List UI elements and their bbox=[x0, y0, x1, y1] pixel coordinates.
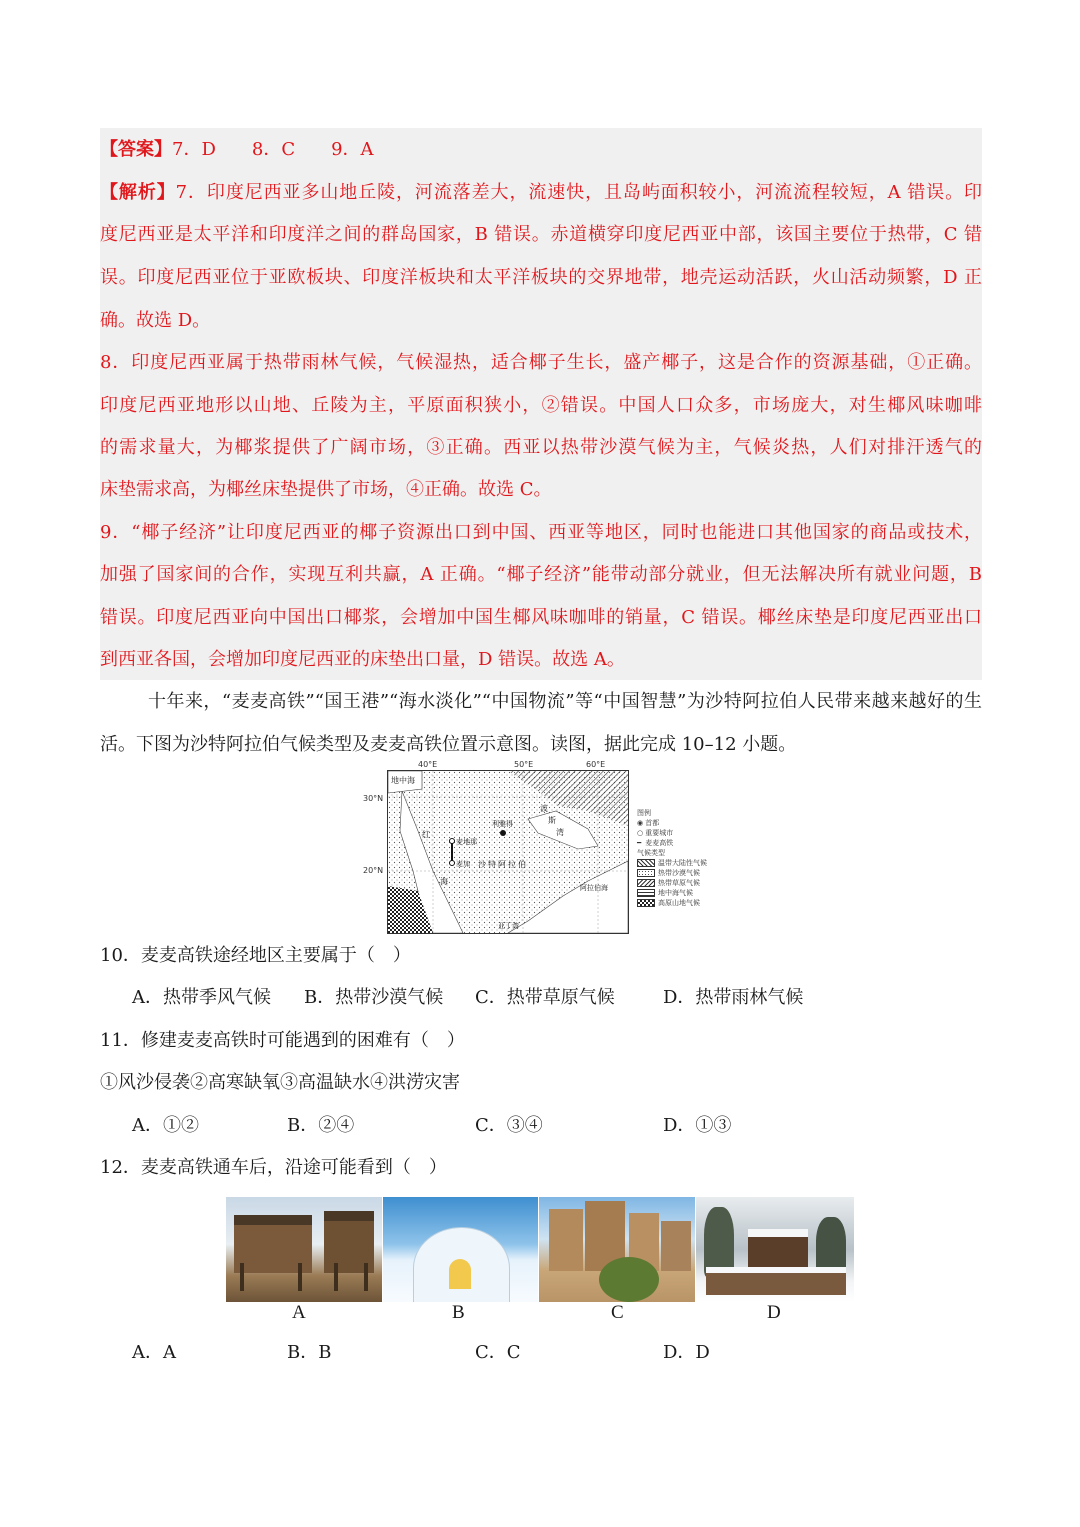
analysis-line: 9．“椰子经济”让印度尼西亚的椰子资源出口到中国、西亚等地区，同时也能进口其他国家的商品或技术， bbox=[100, 522, 982, 543]
analysis-line: 到西亚各国，会增加印度尼西亚的床垫出口量，D 错误。故选 A。 bbox=[100, 649, 625, 670]
photo-label-a: A bbox=[292, 1302, 306, 1323]
q12-option-d[interactable]: D．D bbox=[663, 1342, 710, 1363]
analysis-line: 度尼西亚是太平洋和印度洋之间的群岛国家，B 错误。赤道横穿印度尼西亚中部，该国主要位于热带，C 错 bbox=[100, 224, 982, 245]
legend-climate-item: 热带草原气候 bbox=[637, 878, 707, 888]
analysis-line: 加强了国家间的合作，实现互利共赢，A 正确。“椰子经济”能带动部分就业，但无法解决所有就业问题，B bbox=[100, 564, 982, 585]
legend-item-railway: ━ 麦麦高铁 bbox=[637, 839, 674, 847]
label-saudi-arabia: 沙特阿拉伯 bbox=[478, 860, 528, 869]
photo-a-stilt-house bbox=[226, 1197, 382, 1302]
map-lat-tick: 20°N bbox=[363, 866, 384, 875]
label-persian-3: 湾 bbox=[556, 828, 564, 837]
medina-marker bbox=[450, 839, 455, 844]
map-lon-tick: 40°E bbox=[418, 760, 438, 769]
q11-option-c[interactable]: C．③④ bbox=[475, 1115, 543, 1136]
label-persian-1: 波 bbox=[540, 804, 548, 813]
analysis-label: 【解析】 bbox=[100, 182, 176, 203]
analysis-line: 的需求量大，为椰浆提供了广阔市场，③正确。西亚以热带沙漠气候为主，气候炎热，人们对排汗透气的 bbox=[100, 437, 982, 458]
label-gulf-of-aden: 亚丁湾 bbox=[498, 922, 519, 930]
analysis-line: 床垫需求高，为椰丝床垫提供了市场，④正确。故选 C。 bbox=[100, 479, 552, 500]
q12-option-b[interactable]: B．B bbox=[287, 1342, 332, 1363]
saudi-climate-map bbox=[387, 770, 629, 934]
label-riyadh: 利雅得 bbox=[492, 820, 513, 828]
question-11-stem: 11．修建麦麦高铁时可能遇到的困难有（ ） bbox=[100, 1030, 465, 1051]
mecca-marker bbox=[450, 861, 455, 866]
q12-option-c[interactable]: C．C bbox=[475, 1342, 521, 1363]
analysis-line: 印度尼西亚地形以山地、丘陵为主，平原面积狭小，②错误。中国人口众多，市场庞大，对生椰风味咖啡 bbox=[100, 395, 982, 416]
label-red-sea-2: 海 bbox=[440, 877, 448, 886]
question-12-stem: 12．麦麦高铁通车后，沿途可能看到（ ） bbox=[100, 1157, 447, 1178]
q11-option-a[interactable]: A．①② bbox=[132, 1115, 199, 1136]
label-mediterranean: 地中海 bbox=[391, 776, 415, 785]
map-graphic bbox=[388, 771, 628, 933]
q10-option-b[interactable]: B．热带沙漠气候 bbox=[304, 987, 444, 1008]
riyadh-marker bbox=[500, 830, 506, 836]
map-lon-tick: 60°E bbox=[586, 760, 606, 769]
legend-climate-item: 温带大陆性气候 bbox=[637, 858, 707, 868]
answer-line bbox=[100, 137, 374, 163]
intro-paragraph: 十年来，“麦麦高铁”“国王港”“海水淡化”“中国物流”等“中国智慧”为沙特阿拉伯人民带来越来越好的生 bbox=[148, 691, 982, 712]
map-legend bbox=[637, 808, 707, 908]
photo-label-c: C bbox=[611, 1302, 624, 1323]
q10-option-c[interactable]: C．热带草原气候 bbox=[475, 987, 615, 1008]
q10-option-a[interactable]: A．热带季风气候 bbox=[132, 987, 271, 1008]
label-persian-2: 斯 bbox=[548, 816, 556, 825]
legend-climate-item: 热带沙漠气候 bbox=[637, 868, 707, 878]
legend-climate-item: 高原山地气候 bbox=[637, 898, 707, 908]
label-arabian-sea: 阿拉伯海 bbox=[580, 884, 608, 892]
analysis-line: 误。印度尼西亚位于亚欧板块、印度洋板块和太平洋板块的交界地带，地壳运动活跃，火山活动频繁，D 正 bbox=[100, 267, 982, 288]
photo-label-b: B bbox=[452, 1302, 465, 1323]
analysis-line: 错误。印度尼西亚向中国出口椰浆，会增加中国生椰风味咖啡的销量，C 错误。椰丝床垫是印度尼西亚出口 bbox=[100, 607, 982, 628]
analysis-line: 【解析】7．印度尼西亚多山地丘陵，河流落差大，流速快，且岛屿面积较小，河流流程较短，A 错误。印 bbox=[100, 182, 982, 203]
map-lon-tick: 50°E bbox=[514, 760, 534, 769]
q12-option-a[interactable]: A．A bbox=[132, 1342, 176, 1363]
legend-title: 图例 bbox=[637, 809, 651, 817]
photo-d-snow-cabin bbox=[696, 1197, 854, 1302]
intro-paragraph-cont: 活。下图为沙特阿拉伯气候类型及麦麦高铁位置示意图。读图，据此完成 10–12 小题。 bbox=[100, 734, 797, 755]
legend-item-city: ○ 重要城市 bbox=[637, 829, 674, 837]
answer-items: 7．D 8．C 9．A bbox=[172, 139, 374, 160]
answer-label: 【答案】 bbox=[100, 139, 172, 160]
analysis-line: 8．印度尼西亚属于热带雨林气候，气候湿热，适合椰子生长，盛产椰子，这是合作的资源基础，①正确。 bbox=[100, 352, 982, 373]
legend-climate-item: 地中海气候 bbox=[637, 888, 707, 898]
photo-b-igloo bbox=[383, 1197, 538, 1302]
label-mecca: 麦加 bbox=[456, 860, 470, 868]
q11-option-d[interactable]: D．①③ bbox=[663, 1115, 732, 1136]
map-lat-tick: 30°N bbox=[363, 794, 384, 803]
question-11-choices: ①风沙侵袭②高寒缺氧③高温缺水④洪涝灾害 bbox=[100, 1072, 460, 1093]
q10-option-d[interactable]: D．热带雨林气候 bbox=[663, 987, 804, 1008]
photo-label-d: D bbox=[767, 1302, 781, 1323]
legend-item-capital: ◉ 首都 bbox=[637, 819, 660, 827]
question-10-stem: 10．麦麦高铁途经地区主要属于（ ） bbox=[100, 945, 411, 966]
label-medina: 麦地那 bbox=[456, 838, 477, 846]
photo-c-desert-buildings bbox=[539, 1197, 695, 1302]
analysis-line: 确。故选 D。 bbox=[100, 310, 211, 331]
legend-climate-title: 气候类型 bbox=[637, 849, 665, 857]
q11-option-b[interactable]: B．②④ bbox=[287, 1115, 355, 1136]
label-red-sea-1: 红 bbox=[422, 830, 430, 839]
